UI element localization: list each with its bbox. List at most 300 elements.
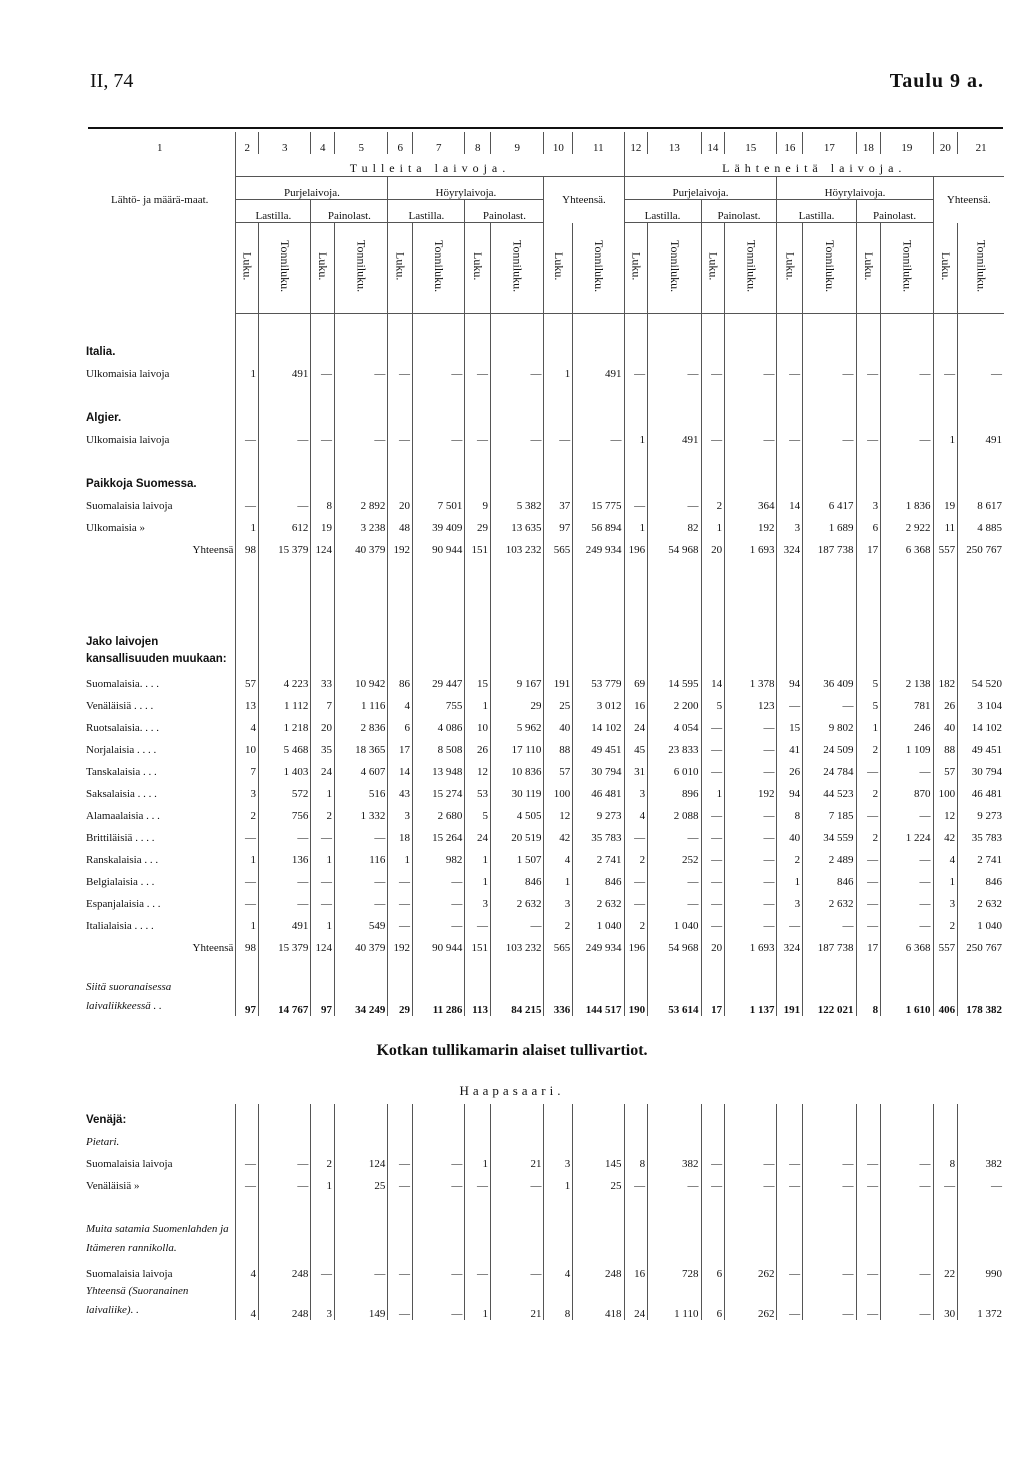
- table-cell: —: [881, 358, 933, 380]
- table-cell: 45: [624, 734, 648, 756]
- empty-cell: [933, 1126, 958, 1148]
- empty-cell: [624, 402, 648, 424]
- table-cell: —: [856, 1148, 881, 1170]
- empty-cell: [856, 954, 881, 976]
- spacer-row: [84, 314, 1004, 337]
- table-cell: 1 507: [491, 844, 544, 866]
- empty-cell: [648, 954, 701, 976]
- table-cell: —: [701, 424, 725, 446]
- table-row: [84, 490, 1004, 512]
- table-cell: —: [491, 424, 544, 446]
- table-cell: 57: [236, 668, 259, 690]
- empty-cell: [958, 1192, 1004, 1258]
- empty-cell: [777, 402, 803, 424]
- unit-label: Tonniluku.: [822, 240, 837, 293]
- table-cell: 2: [624, 844, 648, 866]
- empty-cell: [777, 600, 803, 668]
- empty-cell: [856, 380, 881, 402]
- empty-cell: [311, 336, 335, 358]
- table-cell: 491: [573, 358, 624, 380]
- table-cell: 90 944: [413, 932, 465, 954]
- table-cell: 3 104: [958, 690, 1004, 712]
- empty-cell: [236, 446, 259, 468]
- table-cell: —: [725, 358, 777, 380]
- empty-cell: [413, 556, 465, 578]
- table-cell: 1 224: [881, 822, 933, 844]
- row-label: Yhteensä: [192, 544, 234, 556]
- table-cell: 124: [311, 932, 335, 954]
- table-cell: —: [259, 424, 311, 446]
- table-cell: 6 417: [803, 490, 856, 512]
- table-cell: 14 595: [648, 668, 701, 690]
- empty-cell: [624, 380, 648, 402]
- table-cell: 9 273: [958, 800, 1004, 822]
- table-cell: 24: [465, 822, 491, 844]
- table-cell: 22: [933, 1258, 958, 1280]
- empty-cell: [624, 1192, 648, 1258]
- table-cell: 250 767: [958, 932, 1004, 954]
- empty-cell: [725, 336, 777, 358]
- table-cell: 3: [465, 888, 491, 910]
- table-cell: —: [725, 712, 777, 734]
- table-cell: 2 892: [335, 490, 388, 512]
- table-cell: —: [413, 866, 465, 888]
- empty-cell: [701, 600, 725, 668]
- table-cell: 24: [311, 756, 335, 778]
- table-cell: 17: [856, 534, 881, 556]
- table-cell: 1: [236, 910, 259, 932]
- table-cell: 84 215: [491, 976, 544, 1016]
- table-cell: 2: [856, 822, 881, 844]
- empty-cell: [413, 578, 465, 600]
- empty-cell: [725, 1192, 777, 1258]
- column-number: 19: [881, 132, 933, 154]
- table-cell: 4: [236, 1280, 259, 1320]
- empty-cell: [311, 1192, 335, 1258]
- unit-label: Tonniluku.: [591, 240, 606, 293]
- table-cell: 1 693: [725, 932, 777, 954]
- table-cell: 557: [933, 932, 958, 954]
- empty-cell: [544, 380, 573, 402]
- table-cell: 20: [701, 534, 725, 556]
- table-cell: 15 274: [413, 778, 465, 800]
- table-cell: 418: [573, 1280, 624, 1320]
- empty-cell: [491, 446, 544, 468]
- table-cell: 5: [856, 690, 881, 712]
- table-cell: 40 379: [335, 534, 388, 556]
- empty-cell: [856, 446, 881, 468]
- table-cell: —: [856, 844, 881, 866]
- table-cell: 20: [388, 490, 413, 512]
- empty-cell: [259, 336, 311, 358]
- table-cell: 1 689: [803, 512, 856, 534]
- unit-label: Luku.: [471, 252, 486, 281]
- empty-cell: [725, 380, 777, 402]
- empty-cell: [573, 468, 624, 490]
- table-cell: 2 088: [648, 800, 701, 822]
- empty-cell: [573, 314, 624, 337]
- empty-cell: [573, 336, 624, 358]
- table-cell: —: [465, 1258, 491, 1280]
- table-cell: 1 372: [958, 1280, 1004, 1320]
- table-cell: 46 481: [958, 778, 1004, 800]
- table-cell: 56 894: [573, 512, 624, 534]
- table-cell: 3: [777, 888, 803, 910]
- empty-cell: [803, 556, 856, 578]
- table-cell: 29: [491, 690, 544, 712]
- empty-cell: [465, 578, 491, 600]
- table-cell: 491: [958, 424, 1004, 446]
- table-cell: 6 010: [648, 756, 701, 778]
- table-cell: —: [701, 866, 725, 888]
- table-cell: —: [388, 1258, 413, 1280]
- unit-label: Luku.: [938, 252, 953, 281]
- table-cell: —: [725, 1170, 777, 1192]
- empty-cell: [413, 1104, 465, 1126]
- row-label: Espanjalaisia . . .: [86, 898, 161, 910]
- table-cell: —: [777, 1170, 803, 1192]
- table-cell: 192: [388, 534, 413, 556]
- table-row: [84, 778, 1004, 800]
- empty-cell: [335, 1126, 388, 1148]
- empty-cell: [803, 1104, 856, 1126]
- empty-cell: [933, 1104, 958, 1126]
- table-cell: 2 680: [413, 800, 465, 822]
- table-cell: 1: [236, 512, 259, 534]
- table-cell: —: [335, 888, 388, 910]
- table-cell: 846: [803, 866, 856, 888]
- empty-cell: [335, 600, 388, 668]
- empty-cell: [236, 380, 259, 402]
- table-cell: 2: [624, 910, 648, 932]
- table-cell: —: [725, 888, 777, 910]
- empty-cell: [491, 556, 544, 578]
- table-cell: 5: [856, 668, 881, 690]
- ballast-header: Painolast.: [856, 200, 933, 223]
- table-cell: —: [701, 1170, 725, 1192]
- table-cell: 2: [777, 844, 803, 866]
- table-cell: 2 836: [335, 712, 388, 734]
- table-cell: —: [236, 1170, 259, 1192]
- table-cell: —: [335, 424, 388, 446]
- column-number: 21: [958, 132, 1004, 154]
- table-cell: —: [388, 866, 413, 888]
- table-cell: 5 382: [491, 490, 544, 512]
- table-cell: —: [856, 1170, 881, 1192]
- table-cell: —: [259, 1148, 311, 1170]
- empty-cell: [958, 402, 1004, 424]
- table-cell: —: [491, 1258, 544, 1280]
- table-cell: 262: [725, 1258, 777, 1280]
- empty-cell: [881, 578, 933, 600]
- empty-cell: [311, 446, 335, 468]
- unit-label: Luku.: [240, 252, 255, 281]
- empty-cell: [465, 336, 491, 358]
- table-cell: 23 833: [648, 734, 701, 756]
- section-title: Algier.: [86, 412, 122, 424]
- empty-cell: [491, 402, 544, 424]
- empty-cell: [648, 446, 701, 468]
- table-cell: —: [725, 1148, 777, 1170]
- table-cell: 57: [933, 756, 958, 778]
- arrivals-header: Tulleita laivoja.: [236, 154, 624, 177]
- row-label: Venäläisiä . . . .: [86, 700, 154, 712]
- empty-cell: [933, 336, 958, 358]
- table-cell: —: [701, 1148, 725, 1170]
- table-cell: 1 218: [259, 712, 311, 734]
- table-cell: —: [701, 734, 725, 756]
- table-cell: 2 922: [881, 512, 933, 534]
- empty-cell: [933, 380, 958, 402]
- table-cell: 1 112: [259, 690, 311, 712]
- spacer: [84, 954, 236, 976]
- table-cell: 98: [236, 932, 259, 954]
- empty-cell: [803, 1126, 856, 1148]
- table-cell: —: [725, 844, 777, 866]
- column-number: 15: [725, 132, 777, 154]
- tons-unit-header: [958, 223, 1004, 314]
- table-cell: 4 054: [648, 712, 701, 734]
- empty-cell: [388, 402, 413, 424]
- empty-cell: [725, 1104, 777, 1126]
- column-number: 6: [388, 132, 413, 154]
- empty-cell: [236, 468, 259, 490]
- table-cell: 1: [544, 866, 573, 888]
- table-cell: 262: [725, 1280, 777, 1320]
- empty-cell: [573, 556, 624, 578]
- table-cell: —: [777, 690, 803, 712]
- table-cell: 3: [236, 778, 259, 800]
- table-cell: 1: [933, 866, 958, 888]
- table-cell: 1: [465, 690, 491, 712]
- column-number: 2: [236, 132, 259, 154]
- total-header: Yhteensä.: [933, 177, 1004, 223]
- table-cell: —: [933, 358, 958, 380]
- table-cell: 8: [311, 490, 335, 512]
- table-cell: 88: [544, 734, 573, 756]
- table-cell: —: [388, 888, 413, 910]
- table-cell: 17: [701, 976, 725, 1016]
- empty-cell: [777, 336, 803, 358]
- empty-cell: [573, 1192, 624, 1258]
- direct-trade-label: Siitä suoranaisessa laivaliikkeessä . .: [86, 981, 172, 1012]
- empty-cell: [624, 600, 648, 668]
- table-cell: —: [491, 1170, 544, 1192]
- table-cell: 846: [573, 866, 624, 888]
- table-cell: 57: [544, 756, 573, 778]
- table-cell: 990: [958, 1258, 1004, 1280]
- table-cell: —: [881, 1170, 933, 1192]
- table-cell: —: [777, 358, 803, 380]
- table-cell: 26: [777, 756, 803, 778]
- table-row: [84, 1258, 1004, 1280]
- table-cell: 557: [933, 534, 958, 556]
- table-row: [84, 668, 1004, 690]
- empty-cell: [881, 446, 933, 468]
- table-cell: —: [413, 424, 465, 446]
- empty-cell: [648, 600, 701, 668]
- table-cell: 756: [259, 800, 311, 822]
- empty-cell: [311, 1126, 335, 1148]
- table-cell: 54 968: [648, 534, 701, 556]
- table-cell: —: [413, 1148, 465, 1170]
- empty-cell: [803, 600, 856, 668]
- table-cell: —: [725, 756, 777, 778]
- table-cell: —: [465, 1170, 491, 1192]
- table-cell: 1: [311, 1170, 335, 1192]
- empty-cell: [958, 600, 1004, 668]
- empty-cell: [491, 1192, 544, 1258]
- empty-cell: [701, 1126, 725, 1148]
- table-cell: —: [958, 1170, 1004, 1192]
- table-cell: 1: [465, 844, 491, 866]
- table-cell: 17 110: [491, 734, 544, 756]
- table-cell: 40: [933, 712, 958, 734]
- empty-cell: [236, 1126, 259, 1148]
- table-cell: 192: [388, 932, 413, 954]
- count-unit-header: [777, 223, 803, 314]
- table-cell: —: [881, 888, 933, 910]
- table-cell: —: [881, 844, 933, 866]
- tons-unit-header: [491, 223, 544, 314]
- table-cell: 34 249: [335, 976, 388, 1016]
- empty-cell: [624, 1104, 648, 1126]
- table-cell: —: [624, 888, 648, 910]
- table-cell: —: [259, 888, 311, 910]
- spacer-row: [84, 446, 1004, 468]
- empty-cell: [803, 314, 856, 337]
- table-cell: —: [701, 844, 725, 866]
- empty-cell: [777, 446, 803, 468]
- empty-cell: [725, 468, 777, 490]
- table-cell: —: [236, 490, 259, 512]
- table-cell: —: [856, 756, 881, 778]
- empty-cell: [573, 1104, 624, 1126]
- table-cell: —: [311, 888, 335, 910]
- statistics-table: [84, 132, 1004, 1016]
- table-cell: 9: [465, 490, 491, 512]
- table-cell: 1: [544, 1170, 573, 1192]
- empty-cell: [933, 446, 958, 468]
- table-cell: 1 040: [573, 910, 624, 932]
- table-cell: —: [335, 822, 388, 844]
- empty-cell: [725, 954, 777, 976]
- table-cell: —: [311, 424, 335, 446]
- table-cell: 4: [933, 844, 958, 866]
- empty-cell: [881, 1104, 933, 1126]
- table-cell: 612: [259, 512, 311, 534]
- table-cell: 24 784: [803, 756, 856, 778]
- row-label: Suomalaisia laivoja: [86, 1268, 173, 1280]
- empty-cell: [465, 314, 491, 337]
- table-cell: —: [856, 424, 881, 446]
- empty-cell: [933, 402, 958, 424]
- table-row: [84, 424, 1004, 446]
- table-cell: 2: [856, 778, 881, 800]
- empty-cell: [465, 1192, 491, 1258]
- table-cell: 82: [648, 512, 701, 534]
- row-label: Saksalaisia . . . .: [86, 788, 157, 800]
- row-label: Alamaalaisia . . .: [86, 810, 160, 822]
- table-cell: —: [777, 910, 803, 932]
- empty-cell: [259, 314, 311, 337]
- table-cell: 187 738: [803, 534, 856, 556]
- table-cell: —: [311, 866, 335, 888]
- table-cell: 516: [335, 778, 388, 800]
- row-label: Ulkomaisia »: [86, 522, 145, 534]
- empty-cell: [803, 380, 856, 402]
- empty-cell: [856, 314, 881, 337]
- table-cell: 2: [701, 490, 725, 512]
- table-cell: 2 632: [491, 888, 544, 910]
- table-cell: —: [311, 358, 335, 380]
- row-label: Ruotsalaisia. . . .: [86, 722, 160, 734]
- empty-cell: [465, 446, 491, 468]
- table-cell: 1 403: [259, 756, 311, 778]
- empty-cell: [259, 1104, 311, 1126]
- empty-cell: [491, 314, 544, 337]
- spacer-row: [84, 556, 1004, 578]
- table-cell: 24 509: [803, 734, 856, 756]
- table-cell: —: [701, 756, 725, 778]
- empty-cell: [624, 446, 648, 468]
- table-cell: 13: [236, 690, 259, 712]
- row-label: Italialaisia . . . .: [86, 920, 154, 932]
- empty-cell: [311, 1104, 335, 1126]
- empty-cell: [544, 336, 573, 358]
- empty-cell: [413, 954, 465, 976]
- row-label: Suomalaisia laivoja: [86, 1158, 173, 1170]
- table-cell: 15 775: [573, 490, 624, 512]
- table-cell: 4: [544, 844, 573, 866]
- table-cell: 755: [413, 690, 465, 712]
- table-cell: 8: [624, 1148, 648, 1170]
- table-cell: —: [881, 1258, 933, 1280]
- tons-unit-header: [725, 223, 777, 314]
- direct-trade-row: [84, 976, 1004, 1016]
- empty-cell: [259, 954, 311, 976]
- empty-cell: [544, 600, 573, 668]
- table-cell: 8 508: [413, 734, 465, 756]
- table-cell: 2 632: [573, 888, 624, 910]
- table-cell: 113: [465, 976, 491, 1016]
- table-cell: 5: [465, 800, 491, 822]
- table-cell: 3: [856, 490, 881, 512]
- table-cell: 6 368: [881, 932, 933, 954]
- table-cell: 124: [311, 534, 335, 556]
- table-cell: 896: [648, 778, 701, 800]
- table-cell: 24: [624, 712, 648, 734]
- spacer: [84, 556, 236, 578]
- table-cell: 4: [236, 1258, 259, 1280]
- empty-cell: [491, 468, 544, 490]
- table-cell: —: [701, 358, 725, 380]
- section-title: [84, 402, 1004, 424]
- empty-cell: [465, 954, 491, 976]
- empty-cell: [544, 578, 573, 600]
- table-cell: —: [335, 866, 388, 888]
- table-cell: 1 109: [881, 734, 933, 756]
- table-cell: 1: [624, 512, 648, 534]
- empty-cell: [725, 314, 777, 337]
- empty-cell: [624, 556, 648, 578]
- table-cell: 248: [259, 1258, 311, 1280]
- table-cell: —: [388, 1280, 413, 1320]
- empty-cell: [259, 600, 311, 668]
- table-cell: —: [648, 866, 701, 888]
- table-cell: 11: [933, 512, 958, 534]
- table-row: [84, 910, 1004, 932]
